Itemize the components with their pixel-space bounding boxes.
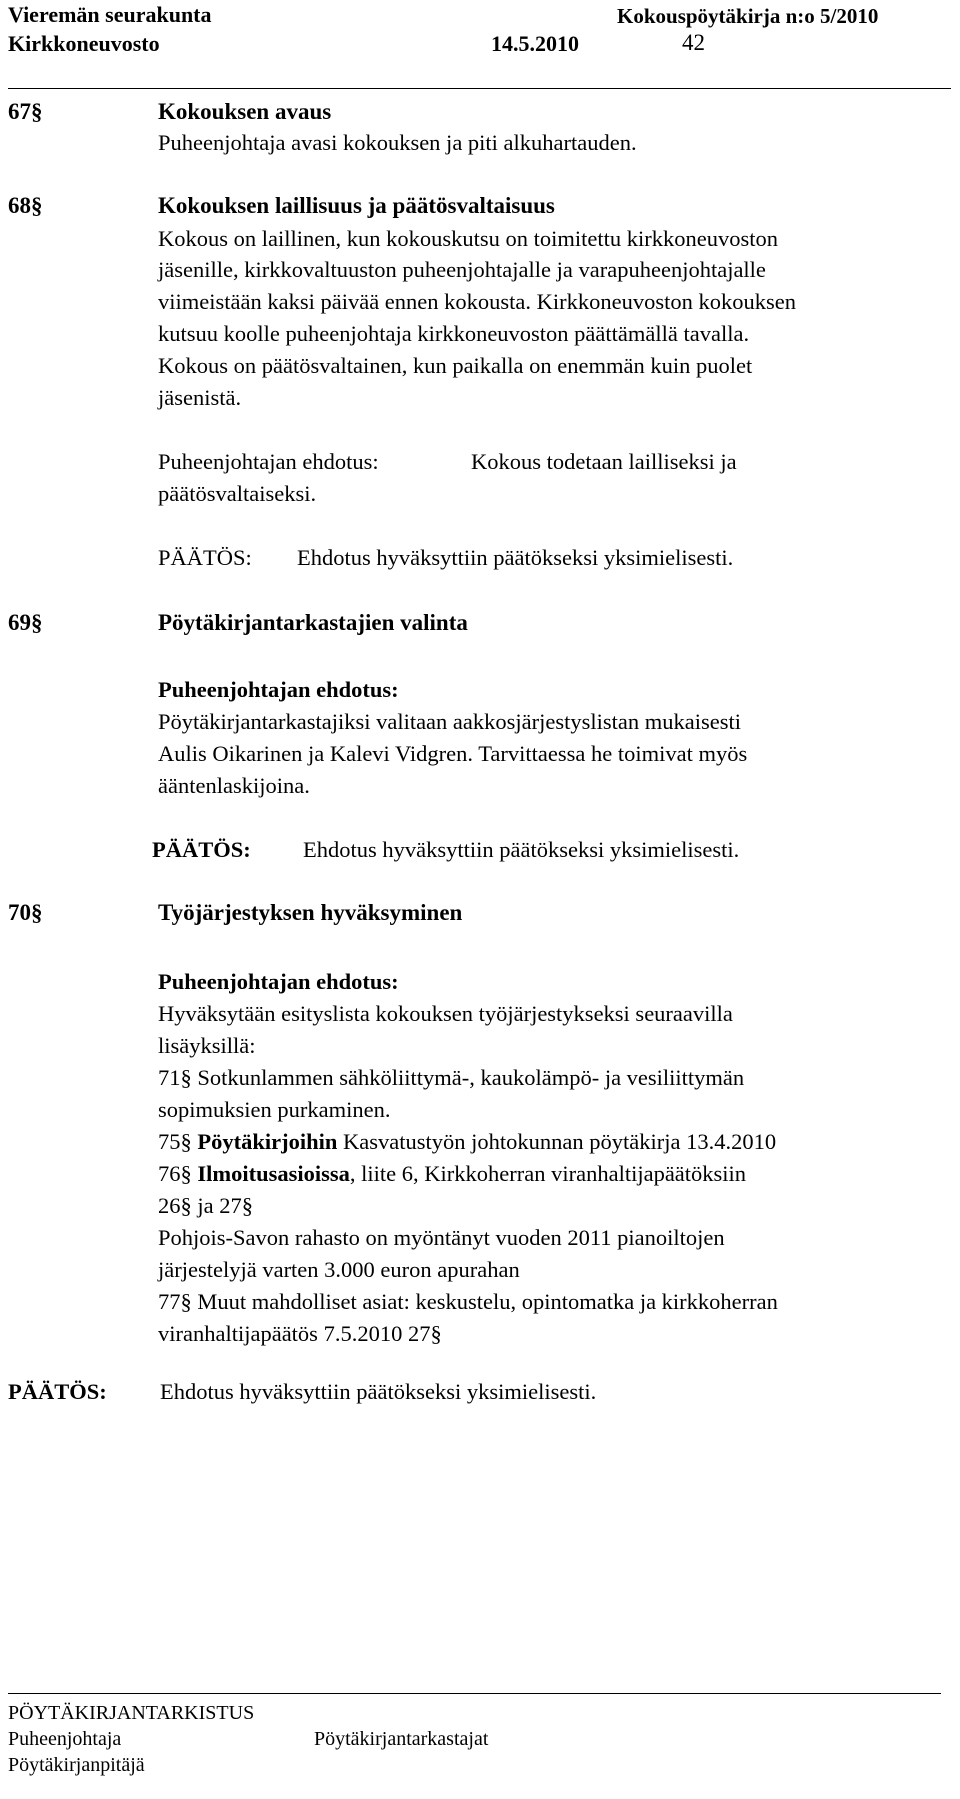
section-sign-icon: § (31, 610, 43, 635)
agenda-item-77: 77§ Muut mahdolliset asiat: keskustelu, opintomatka ja kirkkoherran (158, 1289, 778, 1314)
section-68-line: viimeistään kaksi päivää ennen kokousta. Kirkkoneuvoston kokouksen (158, 289, 796, 314)
section-number-67: 67§ (8, 99, 43, 124)
section-69-line: Aulis Oikarinen ja Kalevi Vidgren. Tarvittaessa he toimivat myös (158, 741, 748, 766)
document-number: Kokouspöytäkirja n:o 5/2010 (617, 4, 879, 28)
decision-label: PÄÄTÖS: (152, 837, 251, 862)
section-69-line: Pöytäkirjantarkastajiksi valitaan aakkosjärjestyslistan mukaisesti (158, 709, 741, 734)
decision-label: PÄÄTÖS: (8, 1379, 107, 1404)
section-70-line: lisäyksillä: (158, 1033, 256, 1058)
section-sign-icon: § (180, 1161, 192, 1186)
section-sign-icon: § (31, 99, 43, 124)
footer-heading: PÖYTÄKIRJANTARKISTUS (8, 1702, 255, 1724)
section-sign-icon: § (180, 1289, 192, 1314)
header-rule (8, 88, 951, 89)
section-title-70: Työjärjestyksen hyväksyminen (158, 900, 463, 925)
section-70-line: viranhaltijapäätös 7.5.2010 27§ (158, 1321, 442, 1346)
section-68-line: jäsenistä. (158, 385, 242, 410)
section-67-text: Puheenjohtaja avasi kokouksen ja piti alkuhartauden. (158, 130, 637, 155)
decision-text: Ehdotus hyväksyttiin päätökseksi yksimielisesti. (303, 837, 740, 862)
section-title-68: Kokouksen laillisuus ja päätösvaltaisuus (158, 193, 555, 218)
section-sign-icon: § (180, 1129, 192, 1154)
section-70-line: Pohjois-Savon rahasto on myöntänyt vuoden 2011 pianoiltojen (158, 1225, 725, 1250)
agenda-item-71: 71§ Sotkunlammen sähköliittymä-, kaukolämpö- ja vesiliittymän (158, 1065, 745, 1090)
agenda-item-75: 75§ Pöytäkirjoihin Kasvatustyön johtokunnan pöytäkirja 13.4.2010 (158, 1129, 777, 1154)
section-number-68: 68§ (8, 193, 43, 218)
footer-chair: Puheenjohtaja (8, 1728, 122, 1750)
footer-rule (8, 1693, 941, 1694)
section-sign-icon: § (241, 1193, 253, 1218)
organization-name: Vieremän seurakunta (8, 2, 212, 27)
section-68-line: Kokous on laillinen, kun kokouskutsu on toimitettu kirkkoneuvoston (158, 226, 778, 251)
footer-secretary: Pöytäkirjanpitäjä (8, 1754, 145, 1776)
section-70-line: sopimuksien purkaminen. (158, 1097, 391, 1122)
proposal-text: päätösvaltaiseksi. (158, 481, 317, 506)
footer-checkers: Pöytäkirjantarkastajat (314, 1728, 489, 1750)
decision-text: Ehdotus hyväksyttiin päätökseksi yksimielisesti. (160, 1379, 597, 1404)
section-number-69: 69§ (8, 610, 43, 635)
page-number: 42 (682, 30, 705, 55)
section-68-line: Kokous on päätösvaltainen, kun paikalla on enemmän kuin puolet (158, 353, 753, 378)
section-sign-icon: § (430, 1321, 442, 1346)
proposal-text: Kokous todetaan lailliseksi ja (471, 449, 737, 474)
proposal-label: Puheenjohtajan ehdotus: (158, 969, 399, 994)
section-68-line: jäsenille, kirkkovaltuuston puheenjohtajalle ja varapuheenjohtajalle (158, 257, 766, 282)
section-title-69: Pöytäkirjantarkastajien valinta (158, 610, 468, 635)
section-sign-icon: § (180, 1065, 192, 1090)
section-70-line: järjestelyjä varten 3.000 euron apurahan (158, 1257, 520, 1282)
section-sign-icon: § (31, 900, 43, 925)
section-sign-icon: § (180, 1193, 192, 1218)
section-68-line: kutsuu koolle puheenjohtaja kirkkoneuvoston päättämällä tavalla. (158, 321, 750, 346)
agenda-item-76: 76§ Ilmoitusasioissa, liite 6, Kirkkoherran viranhaltijapäätöksiin (158, 1161, 747, 1186)
proposal-label: Puheenjohtajan ehdotus: (158, 677, 399, 702)
section-70-line: Hyväksytään esityslista kokouksen työjärjestykseksi seuraavilla (158, 1001, 733, 1026)
body-name: Kirkkoneuvosto (8, 31, 160, 56)
section-sign-icon: § (31, 193, 43, 218)
section-70-line: 26§ ja 27§ (158, 1193, 253, 1218)
proposal-label: Puheenjohtajan ehdotus: (158, 449, 379, 474)
section-69-line: ääntenlaskijoina. (158, 773, 310, 798)
meeting-date: 14.5.2010 (491, 31, 579, 56)
decision-text: Ehdotus hyväksyttiin päätökseksi yksimielisesti. (297, 545, 734, 570)
decision-label: PÄÄTÖS: (158, 545, 252, 570)
section-title-67: Kokouksen avaus (158, 99, 332, 124)
section-number-70: 70§ (8, 900, 43, 925)
